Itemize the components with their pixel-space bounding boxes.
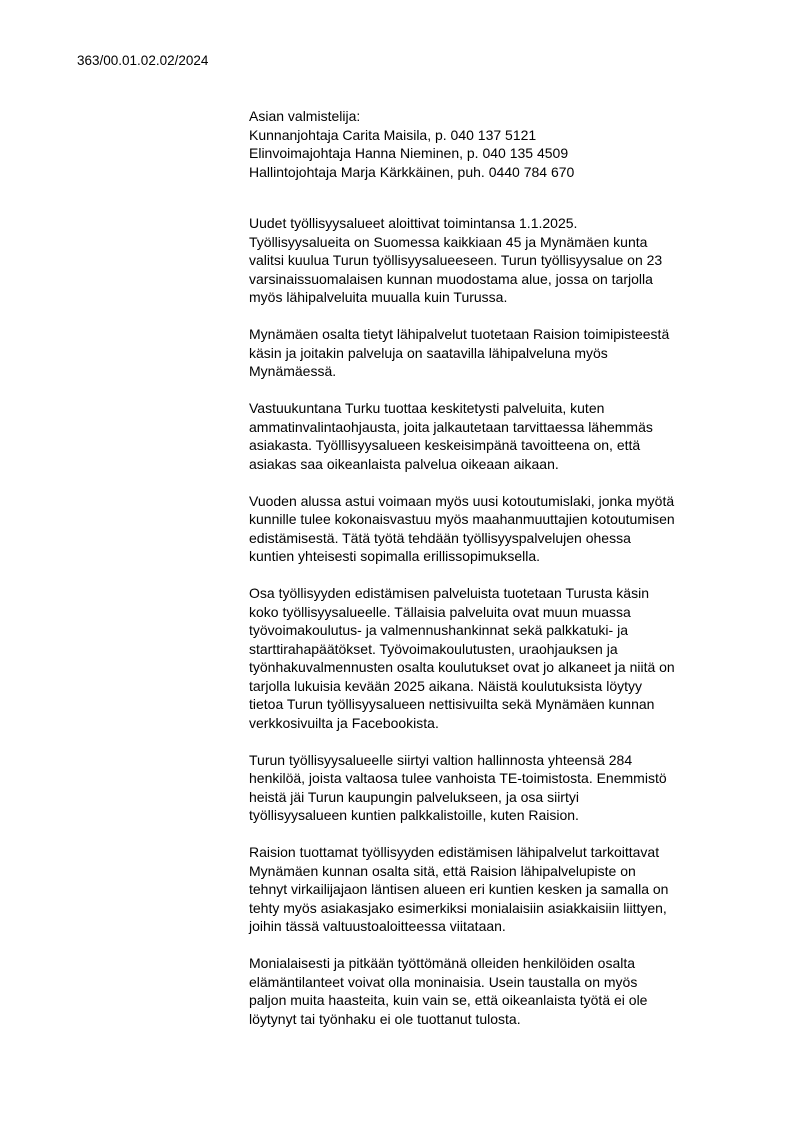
text-line: Osa työllisyyden edistämisen palveluista tuotetaan Turusta käsin: [249, 585, 649, 601]
text-line: työnhakuvalmennusten osalta koulutukset ovat jo alkaneet ja niitä on: [249, 659, 675, 675]
text-line: tehty myös asiakasjako esimerkiksi monialaisiin asiakkaisiin liittyen,: [249, 899, 667, 916]
paragraph: [249, 843, 749, 936]
body-text: [249, 214, 749, 1047]
text-line: löytynyt tai työnhaku ei ole tuottanut tulosta.: [249, 1010, 521, 1027]
text-line: asiakas saa oikeanlaista palvelua oikeaan aikaan.: [249, 455, 559, 472]
preparer-block: [249, 107, 749, 181]
text-line: henkilöä, joista valtaosa tulee vanhoista TE-toimistosta. Enemmistö: [249, 770, 667, 786]
text-line: tarjolla lukuisia kevään 2025 aikana. Näistä koulutuksista löytyy: [249, 677, 642, 694]
text-line: Monialaisesti ja pitkään työttömänä olleiden henkilöiden osalta: [249, 955, 636, 971]
text-line: paljon muita haasteita, kuin vain se, että oikeanlaista työtä ei ole: [249, 992, 648, 1008]
paragraph: [249, 492, 749, 566]
text-line: Vuoden alussa astui voimaan myös uusi kotoutumislaki, jonka myötä: [249, 492, 675, 509]
text-line: starttirahapäätökset. Työvoimakoulutusten, uraohjauksen ja: [249, 640, 618, 657]
paragraph: [249, 954, 749, 1028]
paragraph: [249, 584, 749, 732]
text-line: elämäntilanteet voivat olla moninaisia. Usein taustalla on myös: [249, 973, 638, 990]
text-line: asiakasta. Työlllisyysalueen keskeisimpänä tavoitteena on, että: [249, 437, 641, 453]
preparer-contact: Elinvoimajohtaja Hanna Nieminen, p. 040 135 4509: [249, 145, 569, 161]
paragraph: [249, 325, 749, 381]
text-line: Turun työllisyysalueelle siirtyi valtion hallinnosta yhteensä 284: [249, 751, 633, 768]
text-line: myös lähipalveluita muualla kuin Turussa.: [249, 289, 508, 305]
text-line: Mynämäen kunnan osalta sitä, että Raision lähipalvelupiste on: [249, 862, 636, 879]
preparer-heading: Asian valmistelija:: [249, 108, 361, 124]
text-line: koko työllisyysalueelle. Tällaisia palveluita ovat muun muassa: [249, 603, 631, 620]
text-line: Raision tuottamat työllisyyden edistämisen lähipalvelut tarkoittavat: [249, 844, 660, 860]
text-line: valitsi kuulua Turun työllisyysalueeseen. Turun työllisyysalue on 23: [249, 252, 663, 268]
paragraph: [249, 214, 749, 307]
reference-number: 363/00.01.02.02/2024: [77, 53, 209, 68]
text-line: verkkosivuilta ja Facebookista.: [249, 714, 439, 731]
text-line: Vastuukuntana Turku tuottaa keskitetysti palveluita, kuten: [249, 400, 605, 416]
text-line: kuntien yhteisesti sopimalla erillissopimuksella.: [249, 548, 541, 564]
text-line: ammatinvalintaohjausta, joita jalkautetaan tarvittaessa lähemmäs: [249, 418, 653, 435]
paragraph: [249, 399, 749, 473]
text-line: Työllisyysalueita on Suomessa kaikkiaan 45 ja Mynämäen kunta: [249, 233, 648, 250]
text-line: kunnille tulee kokonaisvastuu myös maahanmuuttajien kotoutumisen: [249, 511, 675, 527]
paragraph: [249, 751, 749, 825]
text-line: varsinaissuomalaisen kunnan muodostama alue, jossa on tarjolla: [249, 270, 653, 287]
text-line: heistä jäi Turun kaupungin palvelukseen, ja osa siirtyi: [249, 788, 579, 805]
text-line: tehnyt virkailijajaon läntisen alueen eri kuntien kesken ja samalla on: [249, 881, 669, 897]
preparer-contact: Kunnanjohtaja Carita Maisila, p. 040 137 5121: [249, 126, 537, 143]
text-line: käsin ja joitakin palveluja on saatavilla lähipalveluna myös: [249, 344, 608, 361]
text-line: joihin tässä valtuustoaloitteessa viitataan.: [249, 918, 506, 934]
text-line: työvoimakoulutus- ja valmennushankinnat sekä palkkatuki- ja: [249, 622, 628, 638]
text-line: Uudet työllisyysalueet aloittivat toimintansa 1.1.2025.: [249, 215, 578, 231]
preparer-contact: Hallintojohtaja Marja Kärkkäinen, puh. 0440 784 670: [249, 163, 575, 180]
text-line: Mynämäen osalta tietyt lähipalvelut tuotetaan Raision toimipisteestä: [249, 326, 670, 342]
text-line: edistämisestä. Tätä työtä tehdään työllisyyspalvelujen ohessa: [249, 529, 631, 546]
text-line: Mynämäessä.: [249, 363, 337, 379]
text-line: työllisyysalueen kuntien palkkalistoille, kuten Raision.: [249, 807, 579, 823]
text-line: tietoa Turun työllisyysalueen nettisivuilta sekä Mynämäen kunnan: [249, 696, 655, 712]
